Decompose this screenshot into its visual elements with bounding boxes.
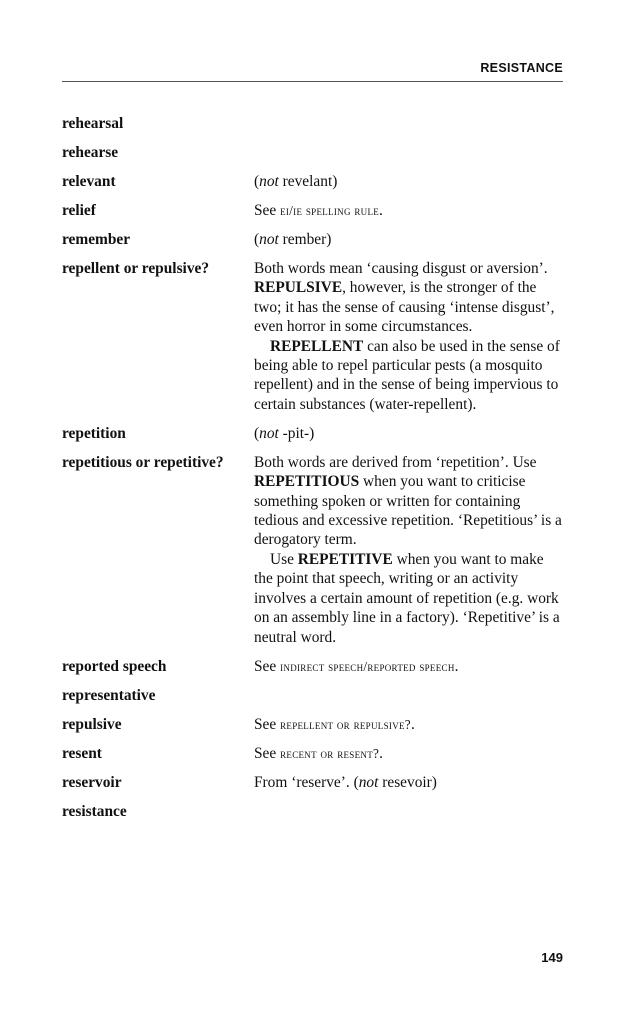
entry-rehearse	[62, 143, 563, 162]
entry-headword: remember	[62, 231, 131, 248]
keyword: REPELLENT	[270, 337, 364, 355]
entry-definition	[254, 744, 563, 763]
definition-text: , however, is the stronger of the two; it has the sense of causing ‘intense disgust’, even horror in some circumstances.	[254, 279, 555, 336]
cross-reference: recent or resent?	[280, 745, 380, 761]
definition-text: Both words mean ‘causing disgust or aversion’.	[254, 260, 548, 277]
cross-reference: ei/ie spelling rule	[280, 203, 380, 218]
entry-repetitious-or-repetitive	[62, 453, 563, 647]
entry-definition	[254, 230, 563, 249]
entry-definition	[254, 453, 563, 647]
entry-headword: relevant	[62, 173, 116, 190]
entry-resistance	[62, 802, 563, 821]
misspelling: rember)	[278, 231, 332, 248]
entry-headword: rehearsal	[62, 115, 124, 132]
misspelling: -pit-)	[278, 424, 315, 442]
definition-text: From ‘reserve’.	[254, 773, 354, 791]
entry-definition	[254, 773, 563, 792]
entry-headword: relief	[62, 202, 96, 219]
page-header	[62, 58, 563, 82]
definition-text: can also be used in the sense of being able to repel particular pests (a mosquito repellent) and in the sense of being impervious to certain substances (water-repellent).	[254, 337, 560, 413]
not-marker: not	[259, 231, 279, 248]
entry-headword: resistance	[62, 802, 127, 820]
not-marker: not	[259, 424, 279, 442]
entry-headword: repellent or repulsive?	[62, 260, 210, 277]
entry-reported-speech	[62, 657, 563, 676]
definition-paragraph	[254, 337, 563, 415]
header-rule	[62, 81, 563, 82]
definition-paragraph	[254, 550, 563, 647]
entry-reservoir	[62, 773, 563, 792]
misspelling: resevoir)	[378, 773, 437, 791]
paren-open: (	[254, 231, 260, 248]
xref-period: .	[379, 744, 384, 762]
page-number: 149	[541, 950, 563, 965]
entry-headword: representative	[62, 686, 156, 704]
definition-paragraph	[254, 259, 563, 337]
xref-period: .	[410, 715, 415, 733]
entry-headword: reservoir	[62, 773, 122, 791]
keyword: REPULSIVE	[254, 279, 343, 297]
running-head: RESISTANCE	[480, 61, 563, 75]
dictionary-entries	[62, 114, 563, 821]
keyword: REPETITIVE	[297, 550, 393, 568]
entry-definition	[254, 172, 563, 191]
xref-period: .	[454, 657, 459, 675]
entry-repetition	[62, 424, 563, 443]
paren-open: (	[254, 173, 260, 190]
entry-rehearsal	[62, 114, 563, 133]
entry-resent	[62, 744, 563, 763]
entry-definition	[254, 259, 563, 414]
not-marker: not	[358, 773, 379, 791]
entry-headword: rehearse	[62, 144, 119, 161]
see-label: See	[254, 744, 277, 762]
entry-definition	[254, 715, 563, 734]
not-marker: not	[259, 173, 279, 190]
entry-headword: repulsive	[62, 715, 122, 733]
entry-headword: reported speech	[62, 657, 167, 675]
definition-text: when you want to criticise something spoken or written for containing tedious and excessive repetition. ‘Repetitious’ is a derogatory term.	[254, 473, 562, 549]
misspelling: revelant)	[278, 173, 338, 190]
see-label: See	[254, 715, 277, 733]
cross-reference: repellent or repulsive?	[280, 716, 411, 732]
xref-period: .	[379, 202, 383, 219]
paren-open: (	[254, 424, 260, 442]
see-label: See	[254, 202, 277, 219]
definition-text: Both words are derived from ‘repetition’. Use	[254, 453, 537, 471]
entry-relief	[62, 201, 563, 220]
entry-repellent-or-repulsive	[62, 259, 563, 414]
paren-open: (	[353, 773, 359, 791]
entry-headword: repetitious or repetitive?	[62, 453, 224, 471]
entry-headword: resent	[62, 744, 102, 762]
entry-repulsive	[62, 715, 563, 734]
entry-definition	[254, 424, 563, 443]
entry-definition	[254, 201, 563, 220]
entry-representative	[62, 686, 563, 705]
entry-definition	[254, 657, 563, 676]
cross-reference: indirect speech/reported speech	[280, 658, 455, 674]
definition-text: when you want to make the point that speech, writing or an activity involves a certain amount of repetition (e.g. work on an assembly line in a factory). ‘Repetitive’ is a neutral word.	[254, 550, 560, 646]
definition-paragraph	[254, 453, 563, 550]
entry-remember	[62, 230, 563, 249]
entry-headword: repetition	[62, 424, 126, 442]
keyword: REPETITIOUS	[254, 473, 360, 491]
definition-text: Use	[270, 550, 298, 568]
see-label: See	[254, 657, 277, 675]
entry-relevant	[62, 172, 563, 191]
